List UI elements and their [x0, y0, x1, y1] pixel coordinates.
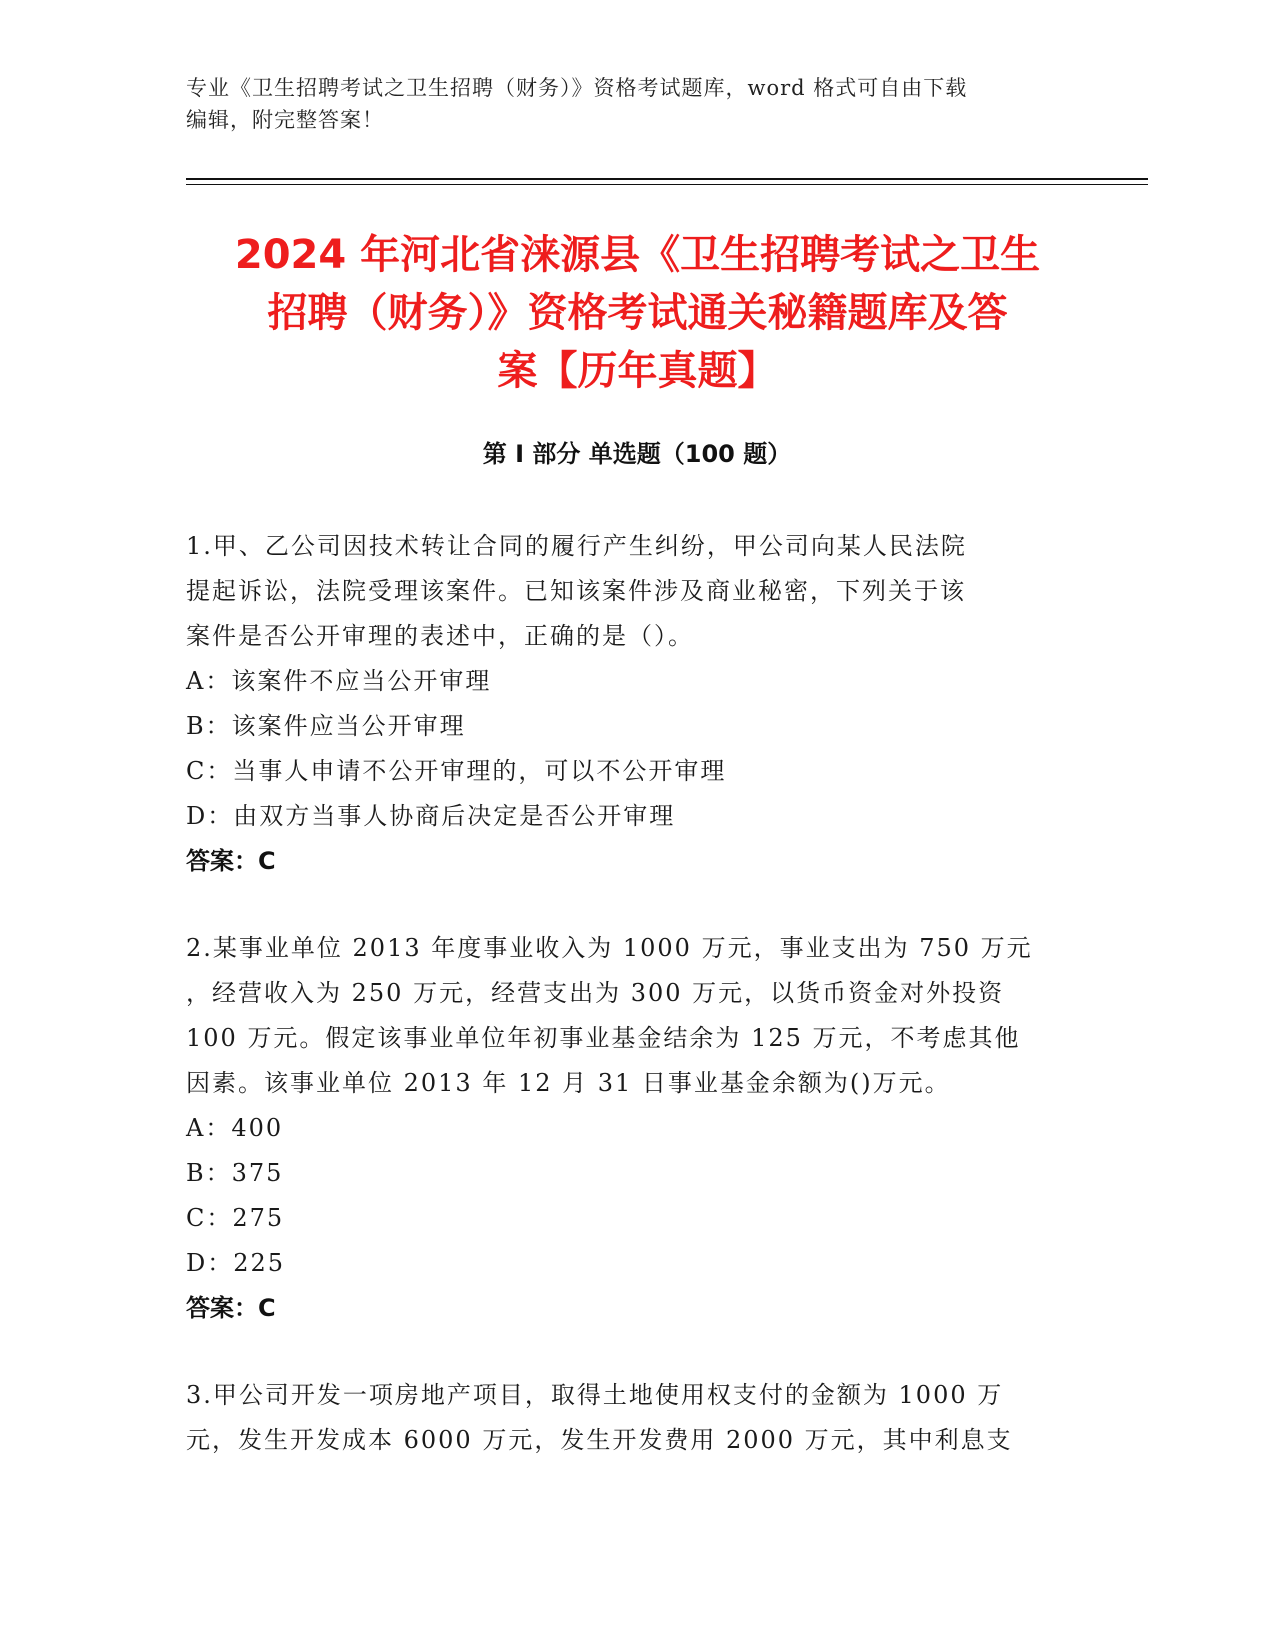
question-stem-line: 提起诉讼，法院受理该案件。已知该案件涉及商业秘密，下列关于该 [186, 577, 966, 605]
question-stem-line: 元，发生开发成本 6000 万元，发生开发费用 2000 万元，其中利息支 [186, 1426, 1013, 1454]
option-d: D：由双方当事人协商后决定是否公开审理 [186, 802, 676, 830]
document-title [170, 226, 1105, 400]
option-c: C：当事人申请不公开审理的，可以不公开审理 [186, 757, 727, 785]
question-list [186, 524, 1086, 1505]
option-a: A：该案件不应当公开审理 [186, 667, 492, 695]
page-header [186, 72, 1086, 136]
header-divider-thin [186, 184, 1148, 185]
option-b: B：该案件应当公开审理 [186, 712, 466, 740]
question-stem-line: 1.甲、乙公司因技术转让合同的履行产生纠纷，甲公司向某人民法院 [186, 532, 967, 560]
answer: 答案：C [186, 847, 276, 875]
question-stem-line: 100 万元。假定该事业单位年初事业基金结余为 125 万元，不考虑其他 [186, 1024, 1021, 1052]
question-stem-line: 3.甲公司开发一项房地产项目，取得土地使用权支付的金额为 1000 万 [186, 1381, 1004, 1409]
header-text-line-2: 编辑，附完整答案！ [186, 108, 384, 132]
answer: 答案：C [186, 1294, 276, 1322]
question-1 [186, 524, 1086, 884]
question-stem-line: 案件是否公开审理的表述中，正确的是（）。 [186, 622, 694, 650]
question-2 [186, 926, 1086, 1331]
title-line-1: 2024 年河北省涞源县《卫生招聘考试之卫生 [234, 232, 1041, 278]
question-3 [186, 1373, 1086, 1463]
question-stem-line: 2.某事业单位 2013 年度事业收入为 1000 万元，事业支出为 750 万元 [186, 934, 1033, 962]
title-line-2: 招聘（财务）》资格考试通关秘籍题库及答 [267, 290, 1008, 336]
question-stem-line: ，经营收入为 250 万元，经营支出为 300 万元，以货币资金对外投资 [186, 979, 1005, 1007]
option-d: D：225 [186, 1249, 286, 1277]
title-line-3: 案【历年真题】 [497, 348, 778, 394]
option-b: B：375 [186, 1159, 284, 1187]
header-divider-thick [186, 178, 1148, 180]
question-stem-line: 因素。该事业单位 2013 年 12 月 31 日事业基金余额为()万元。 [186, 1069, 951, 1097]
option-c: C：275 [186, 1204, 285, 1232]
option-a: A：400 [186, 1114, 284, 1142]
section-heading: 第 I 部分 单选题（100 题） [482, 440, 792, 468]
header-text-line-1: 专业《卫生招聘考试之卫生招聘（财务）》资格考试题库，word 格式可自由下载 [186, 76, 968, 100]
